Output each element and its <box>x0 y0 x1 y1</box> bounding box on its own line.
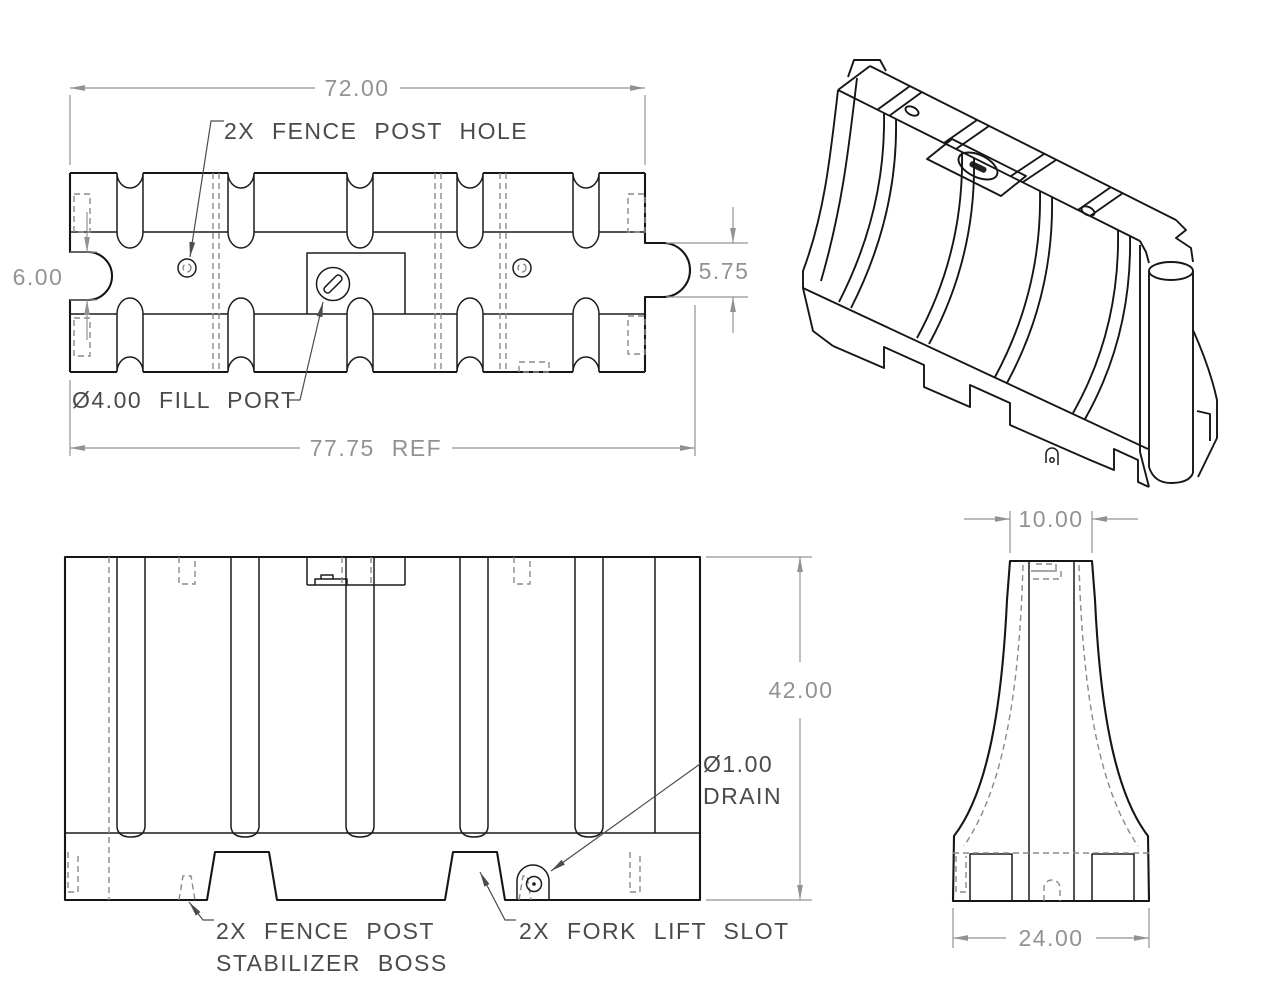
dim-top-width: 10.00 <box>1018 506 1084 532</box>
fill-port-cap <box>317 268 350 301</box>
fence-post-hole-right-hidden <box>518 264 526 272</box>
label-fill-port: Ø4.00 FILL PORT <box>72 387 297 413</box>
label-fork-lift: 2X FORK LIFT SLOT <box>519 918 790 944</box>
label-drain-line2: DRAIN <box>703 783 783 809</box>
dim-overall-ref: 77.75 REF <box>309 435 443 461</box>
iso-base-crease <box>803 288 1148 449</box>
side-view-hidden-lines <box>953 564 1149 901</box>
top-view-outline <box>70 173 690 372</box>
front-view <box>65 557 834 976</box>
front-view-fill-recess <box>307 557 405 585</box>
top-view <box>13 75 750 461</box>
stabilizer-leader <box>189 902 214 920</box>
fence-post-hole-left-hidden <box>183 264 191 272</box>
dim-knob-width: 5.75 <box>698 258 750 284</box>
dim-length: 72.00 <box>324 75 390 101</box>
front-view-hidden-lines <box>68 557 640 900</box>
iso-left-end <box>803 78 857 346</box>
isometric-view <box>803 60 1217 487</box>
front-view-drain <box>517 865 549 900</box>
iso-knob-top <box>1149 262 1193 280</box>
side-view-knob-edges <box>1029 561 1074 901</box>
iso-knob-column <box>1140 245 1193 487</box>
side-view-extension-lines <box>953 511 1149 948</box>
label-stabilizer-line1: 2X FENCE POST <box>216 918 435 944</box>
fence-post-hole-right <box>513 259 531 277</box>
iso-base-bottom <box>833 346 1149 487</box>
side-view-fork-slots <box>970 854 1134 901</box>
top-view-inner-edges <box>70 232 645 314</box>
front-view-ribs <box>117 557 655 837</box>
front-view-extension-lines <box>706 557 812 900</box>
side-view <box>953 506 1149 951</box>
iso-drain-hole <box>1050 458 1054 462</box>
fork-lift-leader <box>480 872 516 920</box>
label-drain-line1: Ø1.00 <box>703 751 774 777</box>
iso-top-hole-left <box>904 104 920 117</box>
iso-top-face <box>838 60 1193 263</box>
dim-height: 42.00 <box>768 677 834 703</box>
label-stabilizer-line2: STABILIZER BOSS <box>216 950 448 976</box>
front-view-outline <box>65 557 700 900</box>
dim-base-width: 24.00 <box>1018 925 1084 951</box>
front-view-drain-center <box>532 882 536 886</box>
fence-post-hole-left <box>178 259 196 277</box>
iso-top-hole-right <box>1080 204 1096 217</box>
top-view-hidden-lines <box>74 173 645 372</box>
label-fence-post-hole: 2X FENCE POST HOLE <box>224 118 529 144</box>
drain-leader <box>551 764 700 871</box>
top-view-rib-channels <box>117 173 599 372</box>
fill-port-leader <box>288 302 323 400</box>
side-view-outline <box>953 561 1149 901</box>
fill-port-cap-slot <box>323 274 344 295</box>
iso-end-taper <box>1193 330 1217 477</box>
dim-slot-width: 6.00 <box>12 264 64 290</box>
fill-port-recess <box>307 253 405 314</box>
